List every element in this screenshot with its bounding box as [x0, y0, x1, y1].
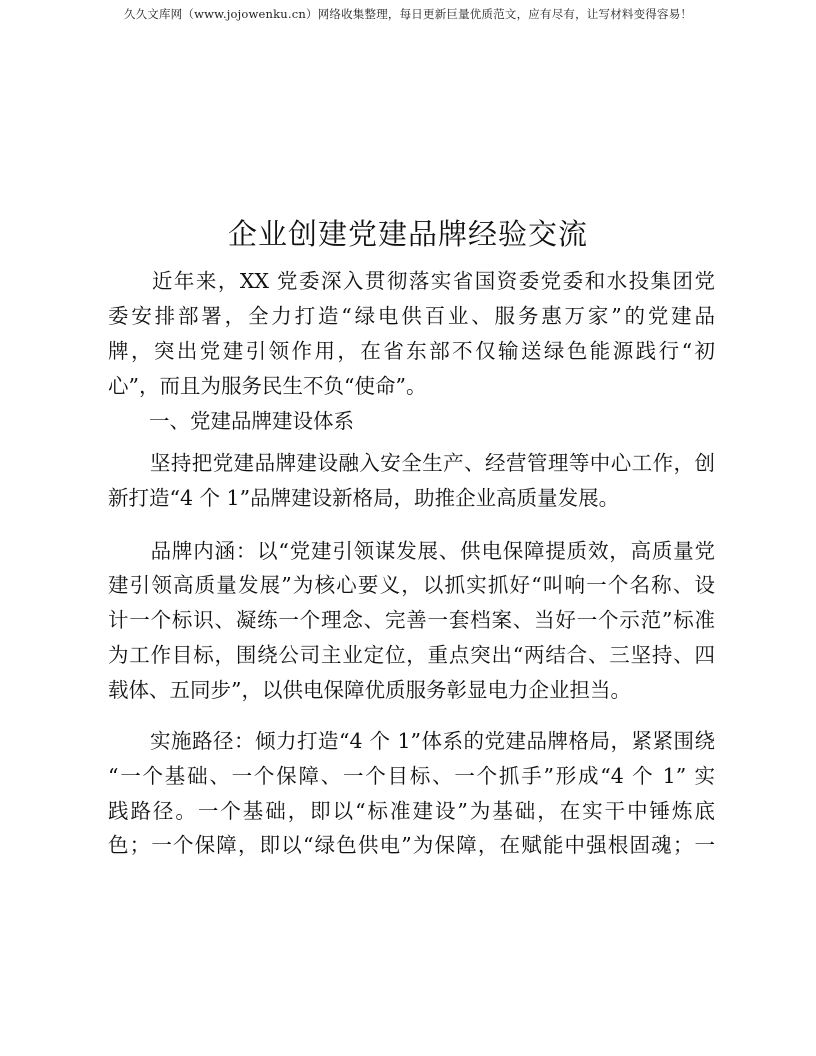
paragraph-implementation-path-line: “一个基础、一个保障、一个目标、一个抓手”形成“4 个 1” 实	[108, 764, 715, 788]
paragraph-intro-line: 近年来，XX 党委深入贯彻落实省国资委党委和水投集团党	[108, 269, 715, 293]
paragraph-brand-connotation-line: 为工作目标，围绕公司主业定位，重点突出“两结合、三坚持、四	[108, 643, 715, 667]
paragraph-implementation-path-line: 实施路径：倾力打造“4 个 1”体系的党建品牌格局，紧紧围绕	[108, 729, 715, 753]
section-heading: 一、党建品牌建设体系	[108, 409, 354, 433]
paragraph-intro-line: 委安排部署，全力打造“绿电供百业、服务惠万家”的党建品	[108, 304, 715, 328]
paragraph-section-body-line: 新打造“4 个 1”品牌建设新格局，助推企业高质量发展。	[108, 486, 620, 510]
document-title: 企业创建党建品牌经验交流	[227, 217, 588, 251]
paragraph-brand-connotation-line: 建引领高质量发展”为核心要义，以抓实抓好“叫响一个名称、设	[108, 573, 715, 597]
paragraph-intro-line: 心”，而且为服务民生不负“使命”。	[108, 374, 427, 398]
paragraph-section-body-line: 坚持把党建品牌建设融入安全生产、经营管理等中心工作，创	[108, 451, 715, 475]
site-header-banner: 久久文库网（www.jojowenku.cn）网络收集整理，每日更新巨量优质范文，应有尽有，让写材料变得容易！	[123, 7, 693, 21]
paragraph-brand-connotation-line: 品牌内涵：以“党建引领谋发展、供电保障提质效，高质量党	[108, 539, 715, 563]
paragraph-implementation-path-line: 色；一个保障，即以“绿色供电”为保障，在赋能中强根固魂；一	[108, 833, 715, 857]
paragraph-brand-connotation-line: 计一个标识、凝练一个理念、完善一套档案、当好一个示范”标准	[108, 608, 715, 632]
paragraph-implementation-path-line: 践路径。一个基础，即以“标准建设”为基础，在实干中锤炼底	[108, 799, 715, 823]
paragraph-brand-connotation-line: 载体、五同步”，以供电保障优质服务彰显电力企业担当。	[108, 678, 631, 702]
paragraph-intro-line: 牌，突出党建引领作用，在省东部不仅输送绿色能源践行“初	[108, 339, 715, 363]
